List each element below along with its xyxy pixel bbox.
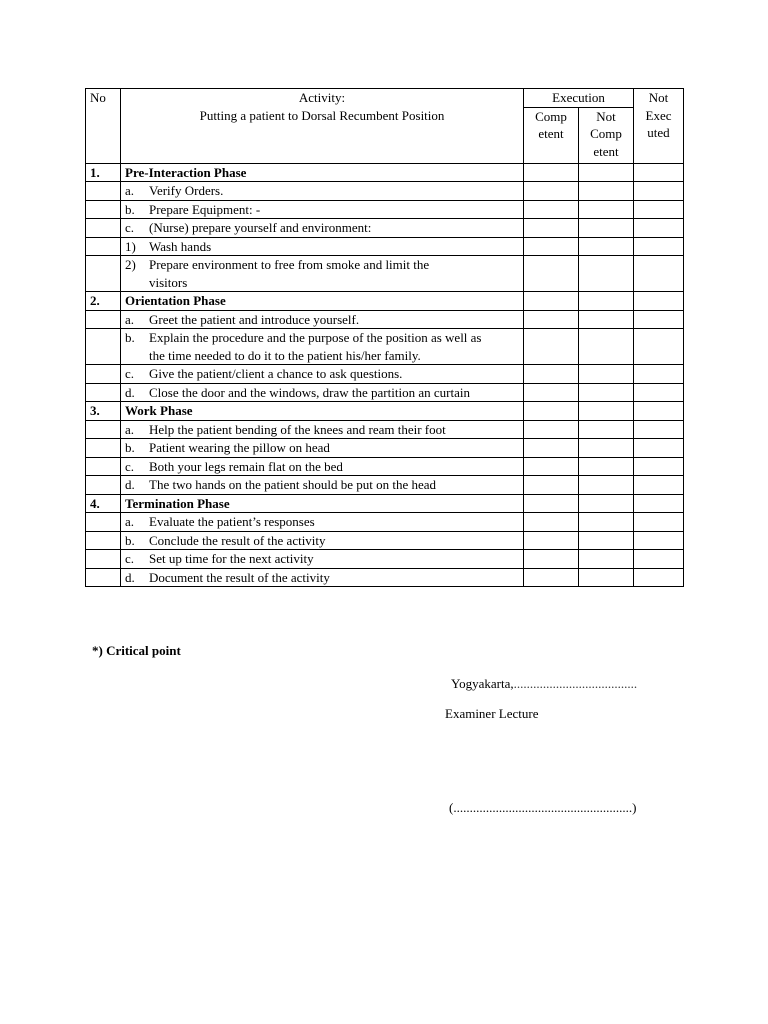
competent-checkbox[interactable] <box>524 550 579 569</box>
competent-checkbox[interactable] <box>524 494 579 513</box>
item-text: The two hands on the patient should be put on the head <box>149 477 437 492</box>
competent-checkbox[interactable] <box>524 531 579 550</box>
competent-checkbox[interactable] <box>524 200 579 219</box>
phase-title: Work Phase <box>121 402 524 421</box>
table-row <box>86 568 684 587</box>
item-label: a. <box>125 183 135 198</box>
not-competent-checkbox[interactable] <box>579 365 634 384</box>
subitem-label: 1) <box>125 238 136 254</box>
phase-number: 2. <box>86 292 121 311</box>
table-row <box>86 513 684 532</box>
not-executed-checkbox[interactable] <box>634 439 684 458</box>
not-executed-checkbox[interactable] <box>634 494 684 513</box>
subitem-text: Prepare environment to free from smoke and limit the visitors <box>149 257 430 290</box>
item-text: Evaluate the patient’s responses <box>149 514 315 529</box>
competent-checkbox[interactable] <box>524 420 579 439</box>
not-competent-checkbox[interactable] <box>579 182 634 201</box>
table-row <box>86 420 684 439</box>
item-text: Help the patient bending of the knees and ream their foot <box>149 421 446 437</box>
phase-row <box>86 292 684 311</box>
subitem-text: Wash hands <box>149 238 212 254</box>
competent-checkbox[interactable] <box>524 237 579 256</box>
item-text: Give the patient/client a chance to ask questions. <box>149 366 403 381</box>
not-competent-checkbox[interactable] <box>579 310 634 329</box>
competent-checkbox[interactable] <box>524 568 579 587</box>
table-row <box>86 219 684 238</box>
item-label: d. <box>125 477 135 492</box>
table-row <box>86 439 684 458</box>
not-executed-checkbox[interactable] <box>634 219 684 238</box>
item-label: b. <box>125 532 135 548</box>
competent-checkbox[interactable] <box>524 476 579 495</box>
not-competent-checkbox[interactable] <box>579 256 634 292</box>
item-text: Close the door and the windows, draw the partition an curtain <box>149 384 470 400</box>
not-executed-checkbox[interactable] <box>634 365 684 384</box>
not-executed-checkbox[interactable] <box>634 568 684 587</box>
table-row <box>86 550 684 569</box>
not-executed-checkbox[interactable] <box>634 457 684 476</box>
item-text: Verify Orders. <box>149 183 224 198</box>
competent-checkbox[interactable] <box>524 256 579 292</box>
not-executed-checkbox[interactable] <box>634 383 684 402</box>
not-competent-checkbox[interactable] <box>579 420 634 439</box>
signature-line: (.......................................................) <box>449 800 637 815</box>
not-executed-checkbox[interactable] <box>634 476 684 495</box>
competent-checkbox[interactable] <box>524 365 579 384</box>
date-blank: ...................................... <box>513 676 638 691</box>
item-label: b. <box>125 330 135 345</box>
phase-row <box>86 163 684 182</box>
not-competent-checkbox[interactable] <box>579 494 634 513</box>
not-executed-checkbox[interactable] <box>634 513 684 532</box>
table-row <box>86 457 684 476</box>
table-row <box>86 256 684 292</box>
place-date-line <box>451 676 637 692</box>
item-label: c. <box>125 551 135 566</box>
activity-label: Activity: <box>298 90 346 105</box>
not-competent-checkbox[interactable] <box>579 457 634 476</box>
critical-point-note: *) Critical point <box>92 643 181 658</box>
phase-title: Pre-Interaction Phase <box>121 163 524 182</box>
not-competent-checkbox[interactable] <box>579 383 634 402</box>
item-text: Greet the patient and introduce yourself. <box>149 311 360 327</box>
place-name: Yogyakarta, <box>451 676 514 691</box>
item-text: Set up time for the next activity <box>149 551 314 566</box>
phase-title: Orientation Phase <box>121 292 524 311</box>
phase-title: Termination Phase <box>121 494 524 513</box>
competent-checkbox[interactable] <box>524 383 579 402</box>
not-competent-checkbox[interactable] <box>579 531 634 550</box>
table-row <box>86 531 684 550</box>
table-row <box>86 329 684 365</box>
not-executed-checkbox[interactable] <box>634 310 684 329</box>
item-text: Prepare Equipment: - <box>149 201 261 217</box>
competent-checkbox[interactable] <box>524 219 579 238</box>
not-competent-checkbox[interactable] <box>579 237 634 256</box>
not-executed-checkbox[interactable] <box>634 292 684 311</box>
not-competent-checkbox[interactable] <box>579 550 634 569</box>
table-row <box>86 237 684 256</box>
not-competent-checkbox[interactable] <box>579 439 634 458</box>
activity-title: Putting a patient to Dorsal Recumbent Position <box>199 107 445 123</box>
not-executed-checkbox[interactable] <box>634 163 684 182</box>
not-executed-checkbox[interactable] <box>634 237 684 256</box>
table-row <box>86 476 684 495</box>
item-text: Document the result of the activity <box>149 569 330 585</box>
not-executed-checkbox[interactable] <box>634 329 684 365</box>
item-text: Conclude the result of the activity <box>149 532 326 548</box>
item-label: d. <box>125 384 135 400</box>
table-row <box>86 383 684 402</box>
item-label: c. <box>125 366 135 381</box>
phase-number: 4. <box>86 494 121 513</box>
item-label: a. <box>125 421 135 437</box>
competent-checkbox[interactable] <box>524 163 579 182</box>
item-label: b. <box>125 201 135 217</box>
item-label: d. <box>125 569 135 585</box>
header-not-executed: Not Exec uted <box>634 89 684 164</box>
not-executed-checkbox[interactable] <box>634 200 684 219</box>
not-executed-checkbox[interactable] <box>634 531 684 550</box>
header-execution: Execution <box>524 89 634 108</box>
not-competent-checkbox[interactable] <box>579 200 634 219</box>
phase-row <box>86 494 684 513</box>
not-executed-checkbox[interactable] <box>634 256 684 292</box>
procedure-checklist-table <box>85 88 684 587</box>
examiner-label: Examiner Lecture <box>445 706 539 721</box>
phase-number: 3. <box>86 402 121 421</box>
table-row <box>86 182 684 201</box>
header-not-competent: Not Comp etent <box>579 107 634 163</box>
not-competent-checkbox[interactable] <box>579 402 634 421</box>
not-competent-checkbox[interactable] <box>579 568 634 587</box>
header-no: No <box>86 89 121 164</box>
competent-checkbox[interactable] <box>524 292 579 311</box>
not-competent-checkbox[interactable] <box>579 476 634 495</box>
item-text: Explain the procedure and the purpose of the position as well as the time needed to do it to the patient his/her family. <box>149 330 482 363</box>
item-label: b. <box>125 440 135 455</box>
competent-checkbox[interactable] <box>524 402 579 421</box>
not-executed-checkbox[interactable] <box>634 402 684 421</box>
not-competent-checkbox[interactable] <box>579 163 634 182</box>
phase-row <box>86 402 684 421</box>
not-executed-checkbox[interactable] <box>634 550 684 569</box>
item-text: Patient wearing the pillow on head <box>149 440 330 455</box>
item-label: c. <box>125 220 135 235</box>
phase-number: 1. <box>86 163 121 182</box>
item-label: c. <box>125 458 135 474</box>
not-executed-checkbox[interactable] <box>634 182 684 201</box>
not-executed-checkbox[interactable] <box>634 420 684 439</box>
header-competent: Comp etent <box>524 107 579 163</box>
not-competent-checkbox[interactable] <box>579 292 634 311</box>
item-label: a. <box>125 311 135 327</box>
item-label: a. <box>125 514 135 529</box>
not-competent-checkbox[interactable] <box>579 513 634 532</box>
competent-checkbox[interactable] <box>524 439 579 458</box>
competent-checkbox[interactable] <box>524 457 579 476</box>
item-text: Both your legs remain flat on the bed <box>149 458 343 474</box>
header-activity <box>121 89 524 164</box>
not-competent-checkbox[interactable] <box>579 329 634 365</box>
competent-checkbox[interactable] <box>524 329 579 365</box>
subitem-label: 2) <box>125 257 136 272</box>
item-text: (Nurse) prepare yourself and environment: <box>149 220 372 235</box>
table-header-row <box>86 89 684 108</box>
competent-checkbox[interactable] <box>524 513 579 532</box>
competent-checkbox[interactable] <box>524 182 579 201</box>
competent-checkbox[interactable] <box>524 310 579 329</box>
table-row <box>86 310 684 329</box>
not-competent-checkbox[interactable] <box>579 219 634 238</box>
table-row <box>86 365 684 384</box>
table-row <box>86 200 684 219</box>
